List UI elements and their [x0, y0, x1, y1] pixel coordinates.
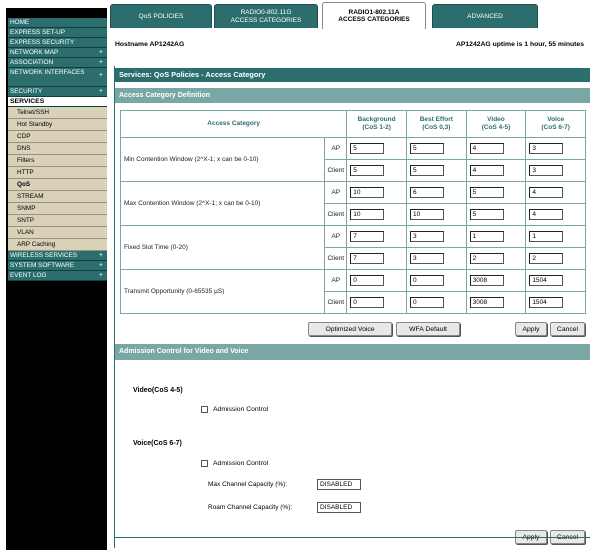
checkbox-label: Admission Control [213, 406, 269, 413]
table-cell [406, 248, 466, 270]
table-cell [347, 160, 407, 182]
table-cell [347, 248, 407, 270]
min-cw-ap-best-effort-input[interactable]: 5 [410, 143, 444, 154]
sidebar-subitem-sntp[interactable]: SNTP [8, 215, 107, 227]
header-sublabel: (CoS 0,3) [422, 124, 451, 131]
table-header-best-effort [406, 111, 466, 138]
tab-bar [107, 0, 590, 28]
table-cell [406, 160, 466, 182]
table-cell [347, 292, 407, 314]
sidebar-nav [8, 18, 107, 281]
table-cell [406, 292, 466, 314]
row-sublabel: Client [325, 204, 347, 226]
wfa-default-button[interactable]: WFA Default [396, 322, 460, 336]
tab-label: RADIO0-802.11G [240, 9, 292, 16]
header-sublabel: (CoS 1-2) [362, 124, 391, 131]
max-cw-client-best-effort-input[interactable]: 10 [410, 209, 444, 220]
video-section-label: Video(CoS 4-5) [133, 387, 183, 394]
sidebar-subitem-filters[interactable]: Filters [8, 155, 107, 167]
sidebar-item-label: SECURITY [10, 88, 43, 95]
sidebar-item-label: EVENT LOG [10, 272, 47, 279]
param-label-max-cw: Max Contention Window (2^X-1; x can be 0-10) [121, 182, 325, 226]
min-cw-client-background-input[interactable]: 5 [350, 165, 384, 176]
expand-icon: + [98, 59, 103, 66]
min-cw-client-best-effort-input[interactable]: 5 [410, 165, 444, 176]
max-cw-ap-best-effort-input[interactable]: 6 [410, 187, 444, 198]
min-cw-client-video-input[interactable]: 4 [470, 165, 504, 176]
sidebar-subitem-http[interactable]: HTTP [8, 167, 107, 179]
expand-icon: + [98, 49, 103, 56]
sidebar-item-label: NETWORK INTERFACES [10, 69, 85, 76]
table-cell [526, 226, 586, 248]
sidebar-subitem-cdp[interactable]: CDP [8, 131, 107, 143]
table-cell [526, 138, 586, 160]
txop-ap-background-input[interactable]: 0 [350, 275, 384, 286]
sidebar-subitem-vlan[interactable]: VLAN [8, 227, 107, 239]
table-cell [526, 160, 586, 182]
sidebar-item-label: WIRELESS SERVICES [10, 252, 78, 259]
slot-client-best-effort-input[interactable]: 3 [410, 253, 444, 264]
max-cw-ap-voice-input[interactable]: 4 [529, 187, 563, 198]
table-cell [347, 138, 407, 160]
table-cell [466, 160, 526, 182]
sidebar-item-network-interfaces[interactable] [8, 68, 107, 87]
expand-icon: + [98, 72, 103, 79]
max-cw-client-voice-input[interactable]: 4 [529, 209, 563, 220]
table-cell [406, 182, 466, 204]
expand-icon: + [98, 252, 103, 259]
table-cell [526, 270, 586, 292]
header-sublabel: (CoS 4-5) [481, 124, 511, 131]
roam-channel-capacity-label: Roam Channel Capacity (%): [208, 504, 293, 511]
header-sublabel: (CoS 6-7) [541, 124, 570, 131]
table-cell [526, 292, 586, 314]
tab-label: QoS POLICIES [138, 12, 184, 20]
max-cw-client-background-input[interactable]: 10 [350, 209, 384, 220]
table-cell [406, 138, 466, 160]
txop-client-background-input[interactable]: 0 [350, 297, 384, 308]
table-cell [347, 226, 407, 248]
slot-ap-background-input[interactable]: 7 [350, 231, 384, 242]
table-row [121, 270, 586, 292]
tab-advanced[interactable] [432, 4, 538, 28]
slot-client-video-input[interactable]: 2 [470, 253, 504, 264]
row-sublabel: AP [325, 226, 347, 248]
slot-ap-best-effort-input[interactable]: 3 [410, 231, 444, 242]
sidebar-item-label: HOME [10, 19, 30, 26]
max-cw-ap-video-input[interactable]: 5 [470, 187, 504, 198]
tab-label: ADVANCED [467, 12, 503, 20]
max-cw-ap-background-input[interactable]: 10 [350, 187, 384, 198]
txop-ap-video-input[interactable]: 3008 [470, 275, 504, 286]
sidebar-item-association[interactable] [8, 58, 107, 68]
row-sublabel: AP [325, 270, 347, 292]
cancel-button[interactable]: Cancel [550, 322, 585, 336]
txop-client-voice-input[interactable]: 1504 [529, 297, 563, 308]
table-cell [466, 226, 526, 248]
sidebar [6, 8, 107, 550]
table-header-video [466, 111, 526, 138]
sidebar-subitem-qos[interactable]: QoS [8, 179, 107, 191]
table-row [121, 182, 586, 204]
header-label: Access Category [207, 120, 261, 127]
sidebar-item-services[interactable] [8, 97, 107, 107]
param-label-min-cw: Min Contention Window (2^X-1; x can be 0-10) [121, 138, 325, 182]
sidebar-item-wireless-services[interactable] [8, 251, 107, 261]
tab-label: ACCESS CATEGORIES [338, 16, 410, 23]
video-admission-control-row [201, 406, 268, 413]
sidebar-item-label: SERVICES [10, 98, 45, 105]
table-cell [526, 204, 586, 226]
sidebar-subitem-stream[interactable]: STREAM [8, 191, 107, 203]
row-sublabel: AP [325, 138, 347, 160]
tab-label: ACCESS CATEGORIES [230, 16, 302, 24]
min-cw-ap-voice-input[interactable]: 3 [529, 143, 563, 154]
sidebar-item-express-setup[interactable] [8, 28, 107, 38]
voice-admission-control-row [201, 460, 268, 467]
header-label: Best Effort [419, 116, 453, 123]
param-label-fixed-slot-time: Fixed Slot Time (0-20) [121, 226, 325, 270]
table-cell [526, 182, 586, 204]
sidebar-item-security[interactable] [8, 87, 107, 97]
table-header-background [347, 111, 407, 138]
table-cell [406, 226, 466, 248]
apply-button[interactable]: Apply [515, 322, 547, 336]
table-cell [406, 270, 466, 292]
table-header-voice [526, 111, 586, 138]
tab-qos-policies[interactable] [110, 4, 212, 28]
table-cell [466, 204, 526, 226]
max-channel-capacity-label: Max Channel Capacity (%): [208, 481, 288, 488]
row-sublabel: Client [325, 292, 347, 314]
sidebar-item-home[interactable] [8, 18, 107, 28]
row-sublabel: AP [325, 182, 347, 204]
table-cell [406, 204, 466, 226]
sidebar-item-label: EXPRESS SET-UP [10, 29, 66, 36]
uptime-label: AP1242AG uptime is 1 hour, 55 minutes [455, 41, 584, 48]
tab-radio0-access-categories[interactable] [214, 4, 318, 28]
slot-ap-voice-input[interactable]: 1 [529, 231, 563, 242]
sidebar-subitem-arp-caching[interactable]: ARP Caching [8, 239, 107, 251]
sidebar-subitem-hot-standby[interactable]: Hot Standby [8, 119, 107, 131]
sidebar-item-label: EXPRESS SECURITY [10, 39, 75, 46]
slot-client-voice-input[interactable]: 2 [529, 253, 563, 264]
expand-icon: + [98, 272, 103, 279]
video-admission-control-checkbox[interactable] [201, 406, 208, 413]
slot-ap-video-input[interactable]: 1 [470, 231, 504, 242]
sidebar-item-network-map[interactable] [8, 48, 107, 58]
table-header-access-category [121, 111, 347, 138]
voice-admission-control-checkbox[interactable] [201, 460, 208, 467]
slot-client-background-input[interactable]: 7 [350, 253, 384, 264]
txop-ap-best-effort-input[interactable]: 0 [410, 275, 444, 286]
sidebar-subitem-telnet-ssh[interactable]: Telnet/SSH [8, 107, 107, 119]
table-cell [347, 182, 407, 204]
param-label-transmit-opportunity: Transmit Opportunity (0-65535 µS) [121, 270, 325, 314]
voice-section-label: Voice(CoS 6-7) [133, 440, 182, 447]
sidebar-item-system-software[interactable] [8, 261, 107, 271]
expand-icon: + [98, 262, 103, 269]
sidebar-subitem-dns[interactable]: DNS [8, 143, 107, 155]
sidebar-item-event-log[interactable] [8, 271, 107, 281]
max-channel-capacity-input[interactable]: DISABLED [317, 479, 361, 490]
sidebar-subitem-snmp[interactable]: SNMP [8, 203, 107, 215]
sidebar-item-express-security[interactable] [8, 38, 107, 48]
min-cw-client-voice-input[interactable]: 3 [529, 165, 563, 176]
section-title-admission-control: Admission Control for Video and Voice [115, 344, 590, 360]
table-cell [466, 138, 526, 160]
txop-client-best-effort-input[interactable]: 0 [410, 297, 444, 308]
header-label: Background [357, 116, 396, 123]
row-sublabel: Client [325, 248, 347, 270]
expand-icon: + [98, 88, 103, 95]
max-cw-client-video-input[interactable]: 5 [470, 209, 504, 220]
table-cell [466, 270, 526, 292]
divider [115, 537, 590, 538]
sidebar-item-label: NETWORK MAP [10, 49, 59, 56]
row-sublabel: Client [325, 160, 347, 182]
main-panel [114, 66, 590, 548]
min-cw-ap-video-input[interactable]: 4 [470, 143, 504, 154]
page-title: Services: QoS Policies - Access Category [115, 68, 590, 82]
header-label: Video [487, 116, 505, 123]
access-category-table [120, 110, 586, 314]
table-cell [347, 270, 407, 292]
table-row [121, 226, 586, 248]
tab-label: RADIO1-802.11A [348, 8, 400, 16]
txop-client-video-input[interactable]: 3008 [470, 297, 504, 308]
table-cell [466, 248, 526, 270]
optimized-voice-button[interactable]: Optimized Voice [308, 322, 392, 336]
sidebar-item-label: ASSOCIATION [10, 59, 54, 66]
table-header-row [121, 111, 586, 138]
hostname-label: Hostname AP1242AG [115, 41, 185, 48]
table-row [121, 138, 586, 160]
section-title-access-category-definition: Access Category Definition [115, 88, 590, 103]
txop-ap-voice-input[interactable]: 1504 [529, 275, 563, 286]
min-cw-ap-background-input[interactable]: 5 [350, 143, 384, 154]
sidebar-item-label: SYSTEM SOFTWARE [10, 262, 75, 269]
table-cell [347, 204, 407, 226]
table-cell [526, 248, 586, 270]
tab-radio1-access-categories[interactable] [322, 2, 426, 29]
table-cell [466, 182, 526, 204]
header-label: Voice [547, 116, 565, 123]
table-cell [466, 292, 526, 314]
roam-channel-capacity-input[interactable]: DISABLED [317, 502, 361, 513]
checkbox-label: Admission Control [213, 460, 269, 467]
